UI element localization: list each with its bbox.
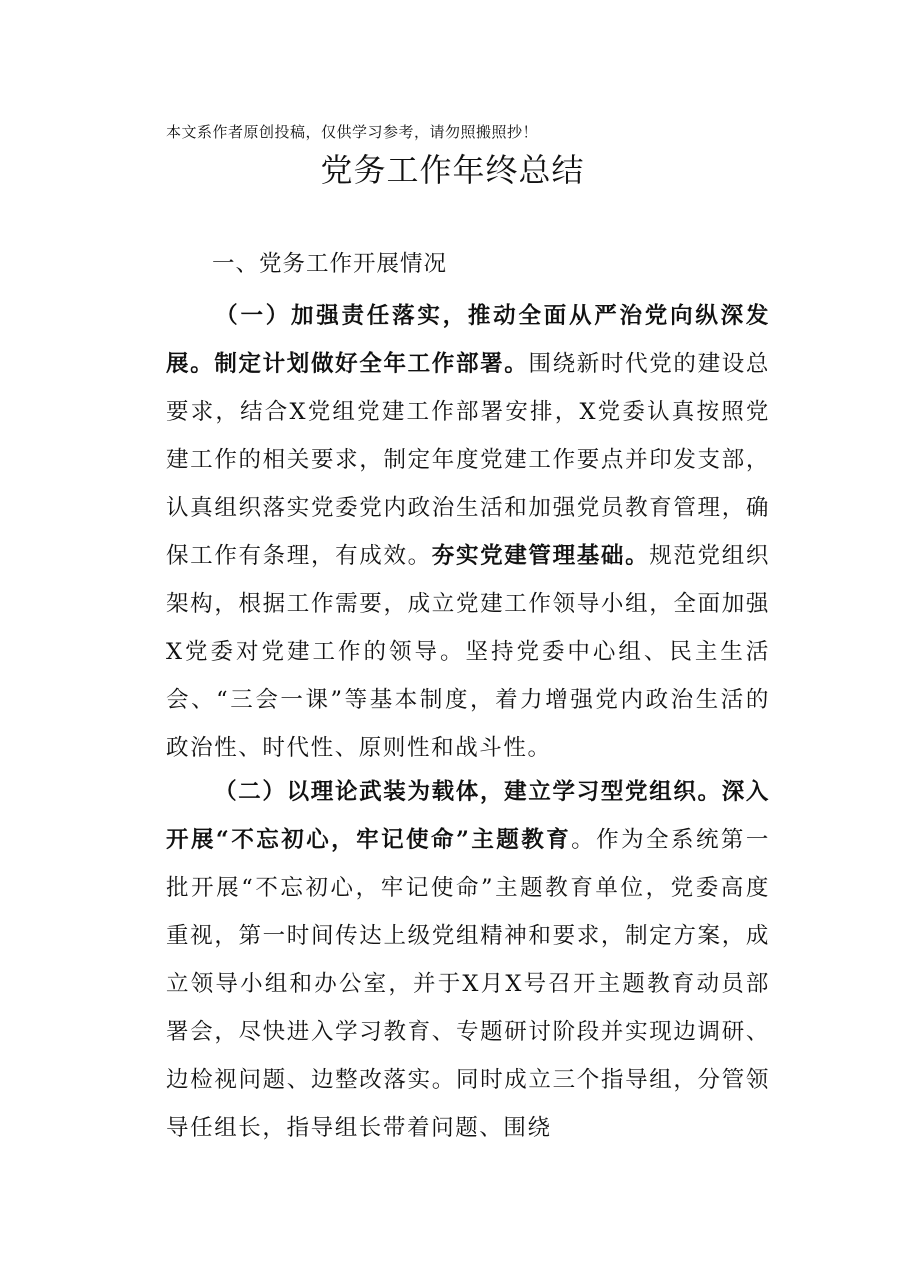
item-1-text-2: 规范党组织架构，根据工作需要，成立党建工作领导小组，全面加强X党委对党建工作的领导。坚持党委中心组、民主生活会、“三会一课”等基本制度，着力增强党内政治生活的政治性、时代性、原则性和战斗性。 <box>166 543 770 761</box>
item-2-text-1: 。作为全系统第一批开展“不忘初心，牢记使命”主题教育单位，党委高度重视，第一时间传达上级党组精神和要求，制定方案，成立领导小组和办公室，并于X月X号召开主题教育动员部署会，尽快进入学习教育、专题研讨阶段并实现边调研、边检视问题、边整改落实。同时成立三个指导组，分管领导任组长，指导组长带着问题、围绕 <box>166 827 770 1141</box>
item-1-heading: （一）加强责任落实，推动全面从严治党向纵深发展。 <box>166 303 770 377</box>
paragraph-item-2 <box>166 768 770 1152</box>
item-2-subheading-1: 深入开展“不忘初心，牢记使命”主题教育 <box>166 779 770 853</box>
item-1-subheading-2: 夯实党建管理基础。 <box>431 543 650 569</box>
item-2-heading: （二）以理论武装为载体，建立学习型党组织。 <box>214 779 722 805</box>
page-title: 党务工作年终总结 <box>320 151 585 189</box>
item-1-text-1: 围绕新时代党的建设总要求，结合X党组党建工作部署安排，X党委认真按照党建工作的相关要求，制定年度党建工作要点并印发支部，认真组织落实党委党内政治生活和加强党员教育管理，确保工作有条理，有成效。 <box>166 351 770 569</box>
item-1-subheading-1: 制定计划做好全年工作部署。 <box>214 351 529 377</box>
paragraph-item-1 <box>166 292 770 772</box>
section-heading: 一、党务工作开展情况 <box>212 251 448 277</box>
copyright-notice: 本文系作者原创投稿，仅供学习参考，请勿照搬照抄！ <box>166 123 539 141</box>
